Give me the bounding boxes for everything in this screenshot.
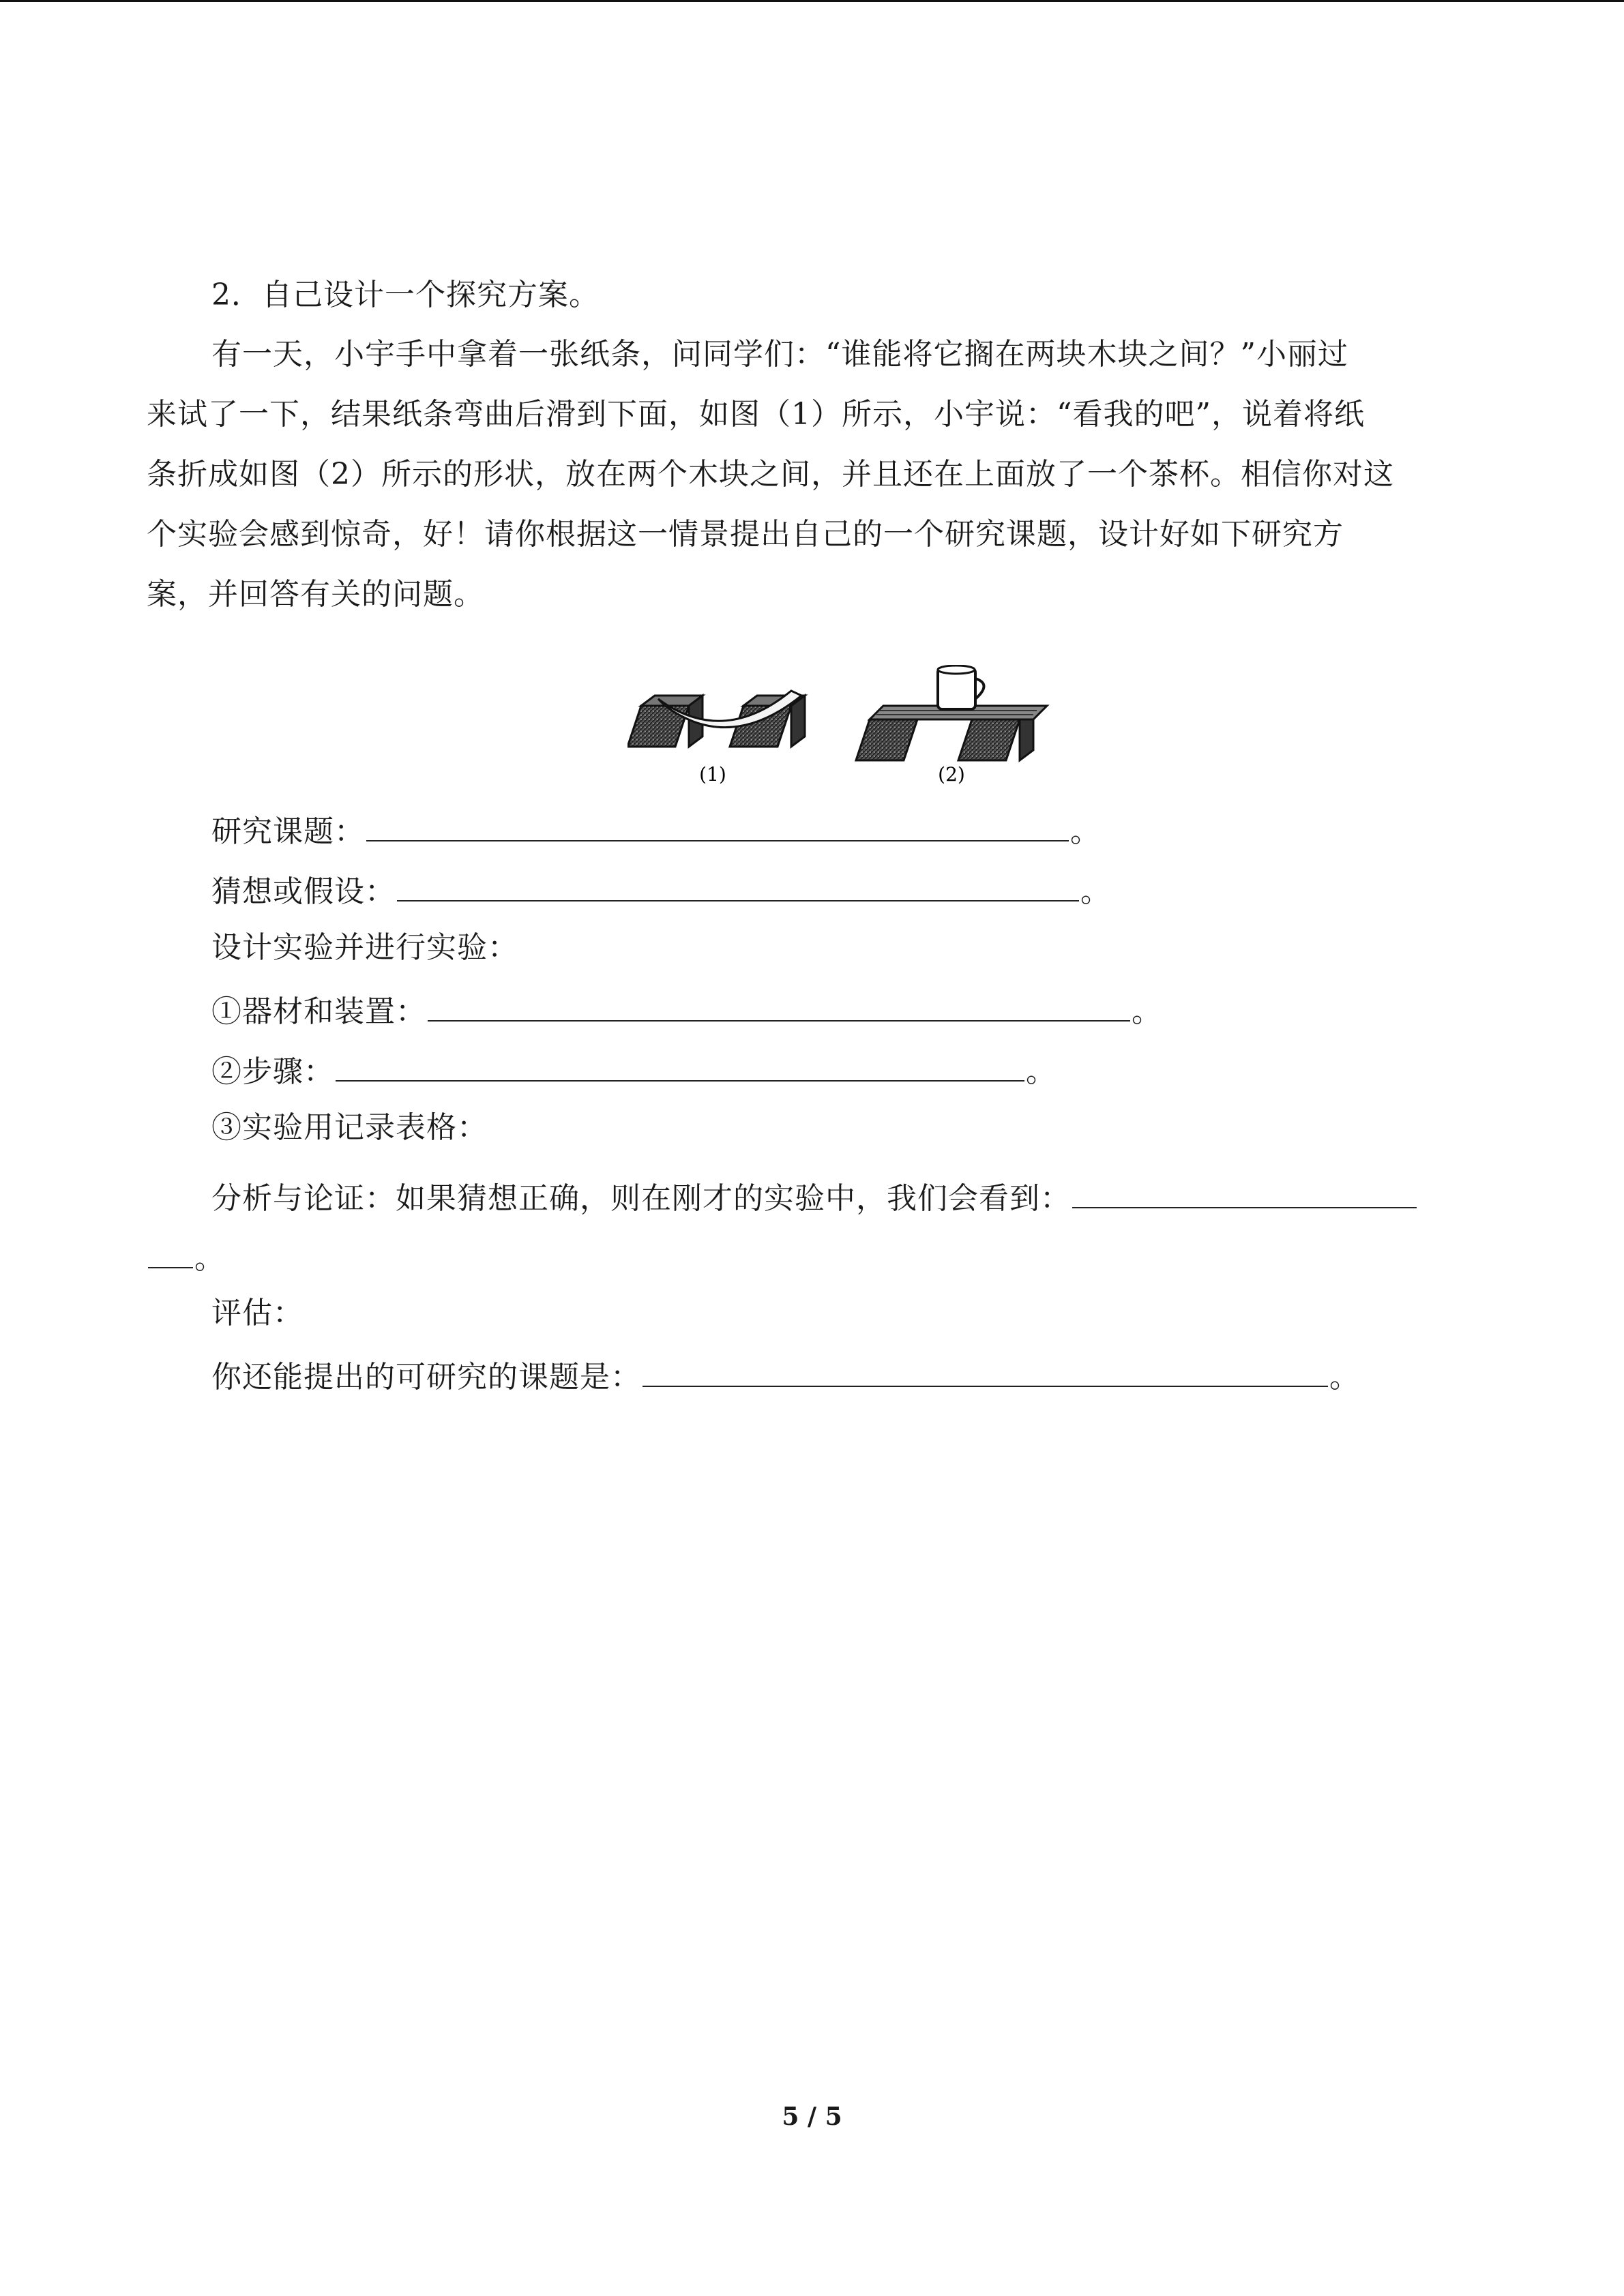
figure-label-2: (2) — [938, 763, 965, 784]
paragraph-line-1: 有一天，小宇手中拿着一张纸条，问同学们：“谁能将它搁在两块木块之间？”小丽过 — [211, 337, 1348, 372]
further-blank[interactable] — [643, 1353, 1328, 1387]
top-border — [0, 0, 1624, 2]
steps-row — [211, 1047, 1057, 1092]
hypothesis-end: 。 — [1080, 874, 1111, 909]
design-label: 设计实验并进行实验： — [211, 930, 518, 965]
figure-1-drawing — [628, 691, 805, 784]
paragraph-line-5: 案，并回答有关的问题。 — [147, 577, 484, 612]
hypothesis-blank[interactable] — [397, 867, 1079, 901]
hypothesis-label: 猜想或假设： — [211, 874, 396, 909]
steps-end: 。 — [1026, 1054, 1057, 1089]
evaluation-label: 评估： — [211, 1296, 304, 1330]
figure-2-drawing — [856, 666, 1047, 784]
further-end: 。 — [1329, 1360, 1360, 1395]
equipment-label: ①器材和装置： — [211, 994, 426, 1029]
analysis-row — [211, 1174, 1418, 1219]
equipment-blank[interactable] — [428, 987, 1130, 1022]
equipment-row — [211, 987, 1162, 1032]
topic-label: 研究课题： — [211, 814, 365, 849]
page-number: 5 / 5 — [782, 2102, 842, 2131]
question-heading: 2．自己设计一个探究方案。 — [211, 278, 600, 312]
figure-label-1: (1) — [699, 763, 726, 784]
analysis-blank-cont[interactable] — [148, 1234, 193, 1268]
table-label: ③实验用记录表格： — [211, 1110, 488, 1145]
further-row — [211, 1353, 1360, 1398]
analysis-blank[interactable] — [1072, 1174, 1417, 1208]
paper-bridge-illustration — [628, 665, 1071, 784]
analysis-label: 分析与论证：如果猜想正确，则在刚才的实验中，我们会看到： — [211, 1181, 1071, 1216]
steps-label: ②步骤： — [211, 1054, 334, 1089]
topic-blank[interactable] — [366, 807, 1069, 841]
further-label: 你还能提出的可研究的课题是： — [211, 1360, 641, 1395]
paragraph-line-4: 个实验会感到惊奇，好！请你根据这一情景提出自己的一个研究课题，设计好如下研究方 — [147, 517, 1344, 552]
paragraph-line-2: 来试了一下，结果纸条弯曲后滑到下面，如图（1）所示，小宇说：“看我的吧”，说着将纸 — [147, 397, 1365, 432]
analysis-row-cont — [147, 1234, 225, 1279]
steps-blank[interactable] — [336, 1047, 1024, 1082]
equipment-end: 。 — [1132, 994, 1162, 1029]
experiment-figure — [628, 665, 1071, 784]
topic-row — [211, 807, 1101, 852]
analysis-end: 。 — [194, 1241, 225, 1276]
paragraph-line-3: 条折成如图（2）所示的形状，放在两个木块之间，并且还在上面放了一个茶杯。相信你对这 — [147, 457, 1394, 492]
hypothesis-row — [211, 867, 1111, 912]
topic-end: 。 — [1070, 814, 1101, 849]
